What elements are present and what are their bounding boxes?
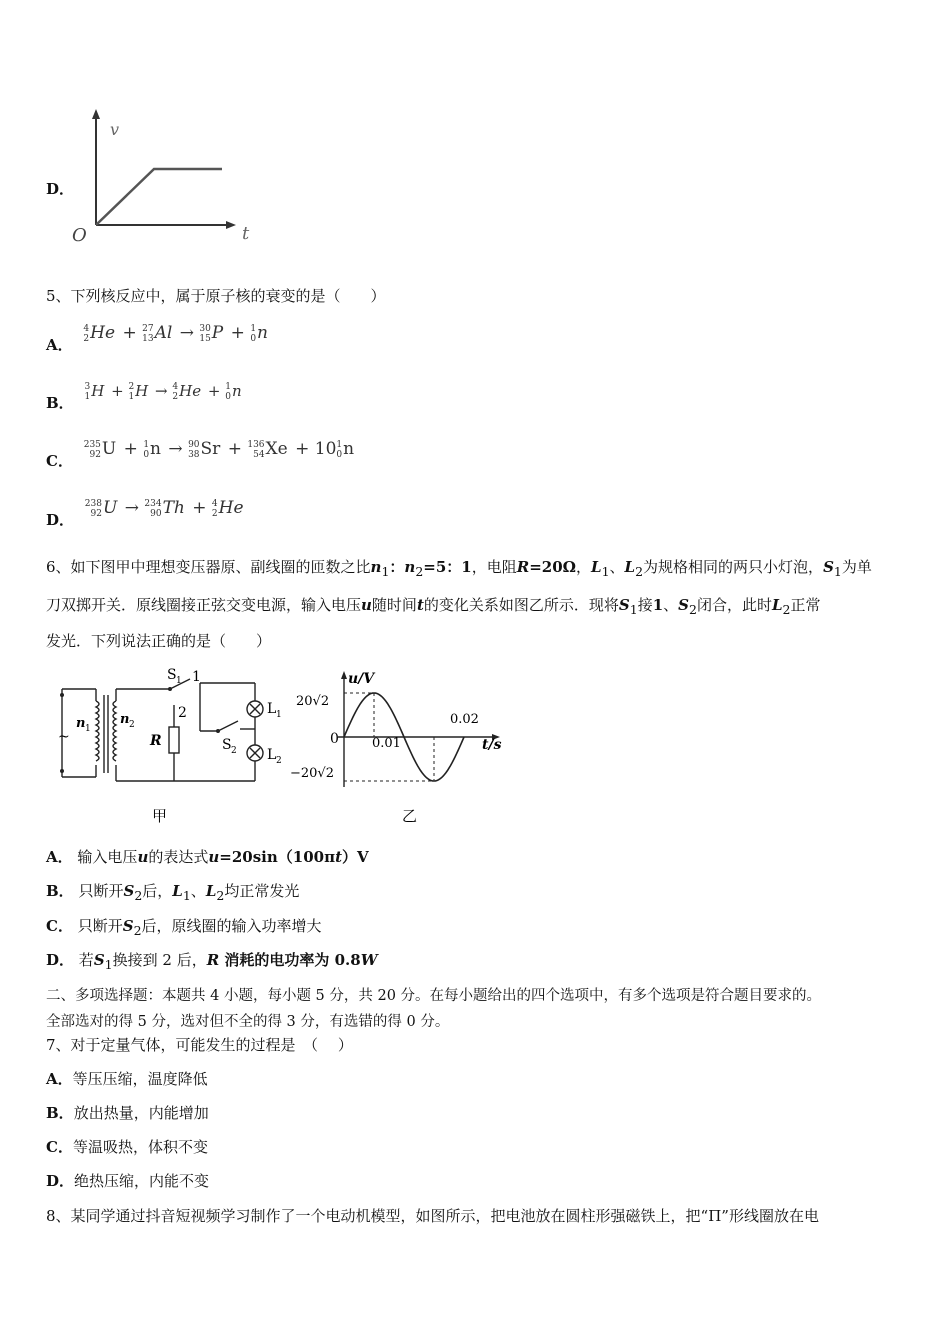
q7-option-d: D．绝热压缩，内能不变 [46,1172,210,1190]
nuclide: 3 1 H [84,382,105,402]
svg-text:n: n [120,712,130,727]
y-min-label: −20√2 [290,766,334,781]
circuit-caption: 甲 [152,807,168,825]
q4-y-arrow [92,109,100,119]
nuclide: 4 2 He [83,323,116,344]
x-tick-2: 0.02 [450,712,479,727]
q6-option-d: D． 若$S_1$换接到 2 后，R 消耗的电功率为 0.8W [46,951,378,972]
svg-text:2: 2 [178,705,187,721]
q7-option-b: B．放出热量，内能增加 [46,1104,209,1122]
svg-text:n: n [76,716,86,731]
graph-caption: 乙 [402,807,418,825]
q6-option-b: B． 只断开$S_2$后，$L_1$、$L_2$均正常发光 [46,882,300,903]
resistor [169,727,179,753]
y-axis-label: u/V [348,671,375,687]
q7-option-c: C．等温吸热，体积不变 [46,1138,208,1156]
nuclide: 90 38 Sr [188,439,221,460]
svg-text:R: R [150,733,162,749]
q7-stem: 7、对于定量气体，可能发生的过程是 （ ） [46,1036,353,1054]
q6-circuit-diagram [50,665,300,830]
q4-y-label: v [110,120,120,139]
svg-text:2: 2 [276,756,282,766]
svg-text:S: S [222,737,232,753]
q5-option-c: C． 235 92 U + 1 0 n → 90 38 Sr + 136 54 Xe + 10 1 0 n [46,439,355,470]
q6-option-a: A． 输入电压u的表达式u=20sin（100πt）V [46,848,369,866]
q6-stem-line1: 6、如下图甲中理想变压器原、副线圈的匝数之比$n_1$：$n_2=5$：1，电阻R=20Ω，$L_1$、$L_2$为规格相同的两只小灯泡，$S_1$为单 [46,558,872,579]
nuclide: 1 0 n [143,439,161,460]
q5-option-b: B． 3 1 H + 2 1 H → 4 2 He + 1 0 n [46,382,242,412]
svg-text:2: 2 [231,746,237,756]
nuclide: 30 15 P [199,323,224,344]
svg-text:2: 2 [129,720,135,730]
q4-vt-graph [70,105,260,250]
q4-vt-line [96,169,222,225]
nuclide: 4 2 He [172,382,202,402]
nuclide: 234 90 Th [144,498,185,519]
q5-option-a: A． 4 2 He + 27 13 Al → 30 15 P + 1 0 n [46,323,268,354]
primary-coil [96,701,99,761]
nuclide: 1 0 n [250,323,268,344]
q4-x-label: t [242,223,250,244]
q6-voltage-graph [290,665,515,830]
svg-text:L: L [267,701,277,717]
q5-stem: 5、下列核反应中，属于原子核的衰变的是（ ） [46,287,386,305]
q8-stem: 8、某同学通过抖音短视频学习制作了一个电动机模型，如图所示，把电池放在圆柱形强磁铁上，把“Π”形线圈放在电 [46,1207,819,1225]
svg-text:1: 1 [276,710,282,720]
nuclide: 1 0 n [225,382,242,402]
x-tick-1: 0.01 [372,736,401,751]
q5-option-d: D． 238 92 U → 234 90 Th + 4 2 He [46,498,244,529]
q4-option-d-label: D． [46,180,75,198]
y-max-label: 20√2 [296,694,330,709]
q6-stem-line3: 发光．下列说法正确的是（ ） [46,632,272,650]
q7-option-a: A．等压压缩，温度降低 [46,1070,208,1088]
q6-stem-line2: 刀双掷开关．原线圈接正弦交变电源，输入电压u随时间t的变化关系如图乙所示．现将$S_1$接1、$S_2$闭合，此时$L_2$正常 [46,596,821,617]
nuclide: 136 54 Xe [247,439,288,460]
svg-text:1: 1 [85,724,91,734]
nuclide: 27 13 Al [142,323,173,344]
origin-label: 0 [330,731,339,747]
q6-option-c: C． 只断开$S_2$后，原线圈的输入功率增大 [46,917,322,938]
q4-origin-label: O [72,225,87,246]
nuclide: 1 0 n [336,439,355,460]
svg-text:L: L [267,747,277,763]
svg-text:~: ~ [58,729,70,745]
s2-blade [218,721,238,731]
svg-text:1: 1 [192,669,201,685]
secondary-coil [113,701,116,761]
section2-heading-line2: 全部选对的得 5 分，选对但不全的得 3 分，有选错的得 0 分。 [46,1014,450,1030]
nuclide: 235 92 U [83,439,117,460]
section2-heading-line1: 二、多项选择题：本题共 4 小题，每小题 5 分，共 20 分。在每小题给出的四个选项中，有多个选项是符合题目要求的。 [46,988,822,1004]
nuclide: 238 92 U [84,498,118,519]
nuclide: 2 1 H [128,382,149,402]
svg-text:S: S [167,667,177,683]
nuclide: 4 2 He [211,498,244,519]
x-axis-label: t/s [482,737,502,753]
svg-text:1: 1 [176,676,182,686]
q4-x-arrow [226,221,236,229]
